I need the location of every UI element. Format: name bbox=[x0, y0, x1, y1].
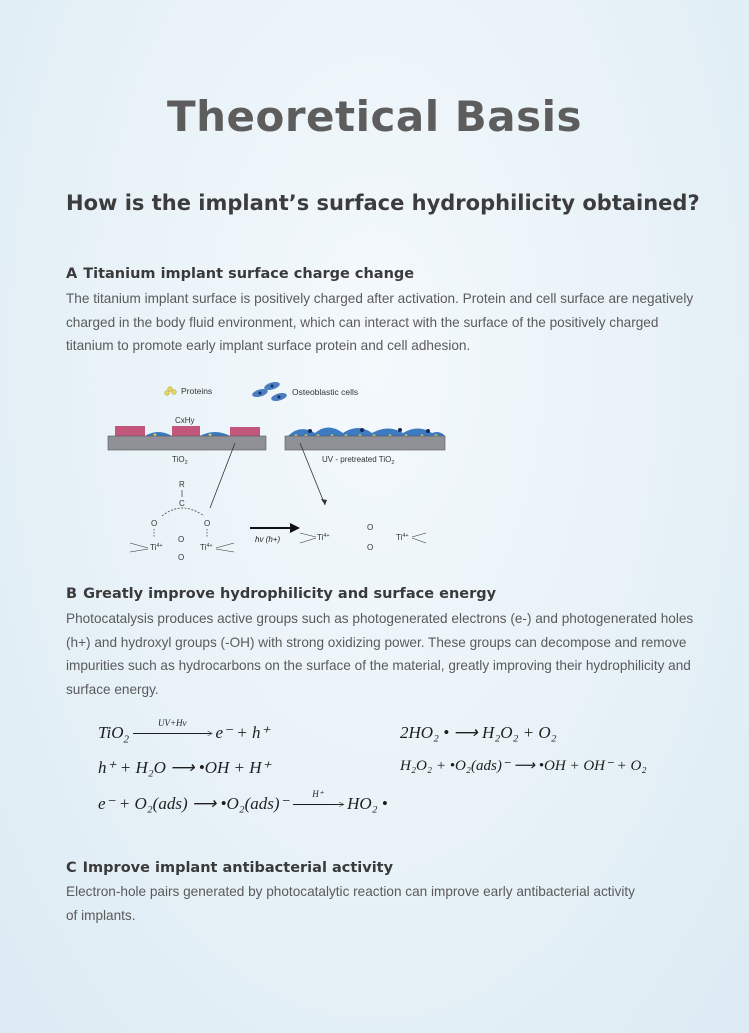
section-b-text: Photocatalysis produces active groups such as photogenerated electrons (e-) and photogenerated holes (h+) and hydroxyl groups (-OH) with strong oxidizing power. These groups can decompose and remove impurities such as hydrocarbons on the surface of the material, greatly improving their hydrophilicity and surface energy. bbox=[66, 611, 694, 697]
osteoblast-legend-label: Osteoblastic cells bbox=[292, 387, 359, 397]
c-atom: C bbox=[179, 499, 185, 508]
r-atom: R bbox=[179, 480, 185, 489]
tio2-label: TiO$_2$ bbox=[172, 455, 188, 466]
o-bridge-top: O bbox=[178, 535, 185, 544]
section-c-letter: C bbox=[66, 860, 77, 876]
section-a-letter: A bbox=[66, 266, 78, 282]
surface-charge-figure bbox=[100, 378, 450, 568]
page-subtitle: How is the implant’s surface hydrophilicity obtained? bbox=[66, 191, 700, 215]
section-a-title: Titanium implant surface charge change bbox=[83, 266, 415, 282]
section-c-title: Improve implant antibacterial activity bbox=[82, 860, 394, 876]
o-bridge-right-top: O bbox=[367, 523, 374, 532]
osteoblast-legend-icon bbox=[251, 381, 287, 403]
equation-1: TiO$_2$ $^{UV+Hv}$ > e⁻ + h⁺ bbox=[98, 718, 270, 746]
ti-atom-1: $Ti^{4+}$ bbox=[150, 543, 163, 552]
o-bridge-right-bottom: O bbox=[367, 543, 374, 552]
section-c-text: Electron-hole pairs generated by photocatalytic reaction can improve early antibacterial activity of implants. bbox=[66, 884, 635, 923]
section-c-heading bbox=[66, 860, 393, 876]
section-b-title: Greatly improve hydrophilicity and surface energy bbox=[83, 586, 497, 602]
proteins-legend-icon bbox=[165, 387, 177, 396]
o-atom-left: O bbox=[151, 519, 158, 528]
ti-atom-4: $Ti^{4+}$ bbox=[396, 533, 409, 542]
page-title: Theoretical Basis bbox=[166, 92, 583, 141]
ti-atom-2: $Ti^{4+}$ bbox=[200, 543, 213, 552]
section-b-letter: B bbox=[66, 586, 78, 602]
cxhy-label: CxHy bbox=[175, 416, 195, 425]
proteins-legend-label: Proteins bbox=[181, 386, 213, 396]
o-atom-right: O bbox=[204, 519, 211, 528]
section-a-text: The titanium implant surface is positively charged after activation. Protein and cell surface are negatively charged in the body fluid environment, which can interact with the surface of the positively charged titanium to promote early implant surface protein and cell adhesion. bbox=[66, 291, 694, 353]
equation-3: e⁻ + O₂(ads) ⟶ •O₂(ads)⁻ $^{H^+}$ > HO₂ • bbox=[98, 789, 388, 813]
ti-atom-3: $Ti^{4+}$ bbox=[317, 533, 330, 542]
section-b-heading bbox=[66, 586, 496, 602]
section-a-heading bbox=[66, 266, 414, 282]
hv-label: hv (h+) bbox=[255, 535, 281, 544]
o-bridge-bottom: O bbox=[178, 553, 185, 562]
equation-4: 2HO₂ • ⟶ H₂O₂ + O₂ bbox=[400, 723, 557, 742]
uv-tio2-label: UV - pretreated TiO$_2$ bbox=[322, 455, 395, 466]
equation-5: H₂O₂ + •O₂(ads)⁻ ⟶ •OH + OH⁻ + O₂ bbox=[400, 758, 647, 774]
equation-2: h⁺ + H₂O ⟶ •OH + H⁺ bbox=[98, 758, 271, 777]
